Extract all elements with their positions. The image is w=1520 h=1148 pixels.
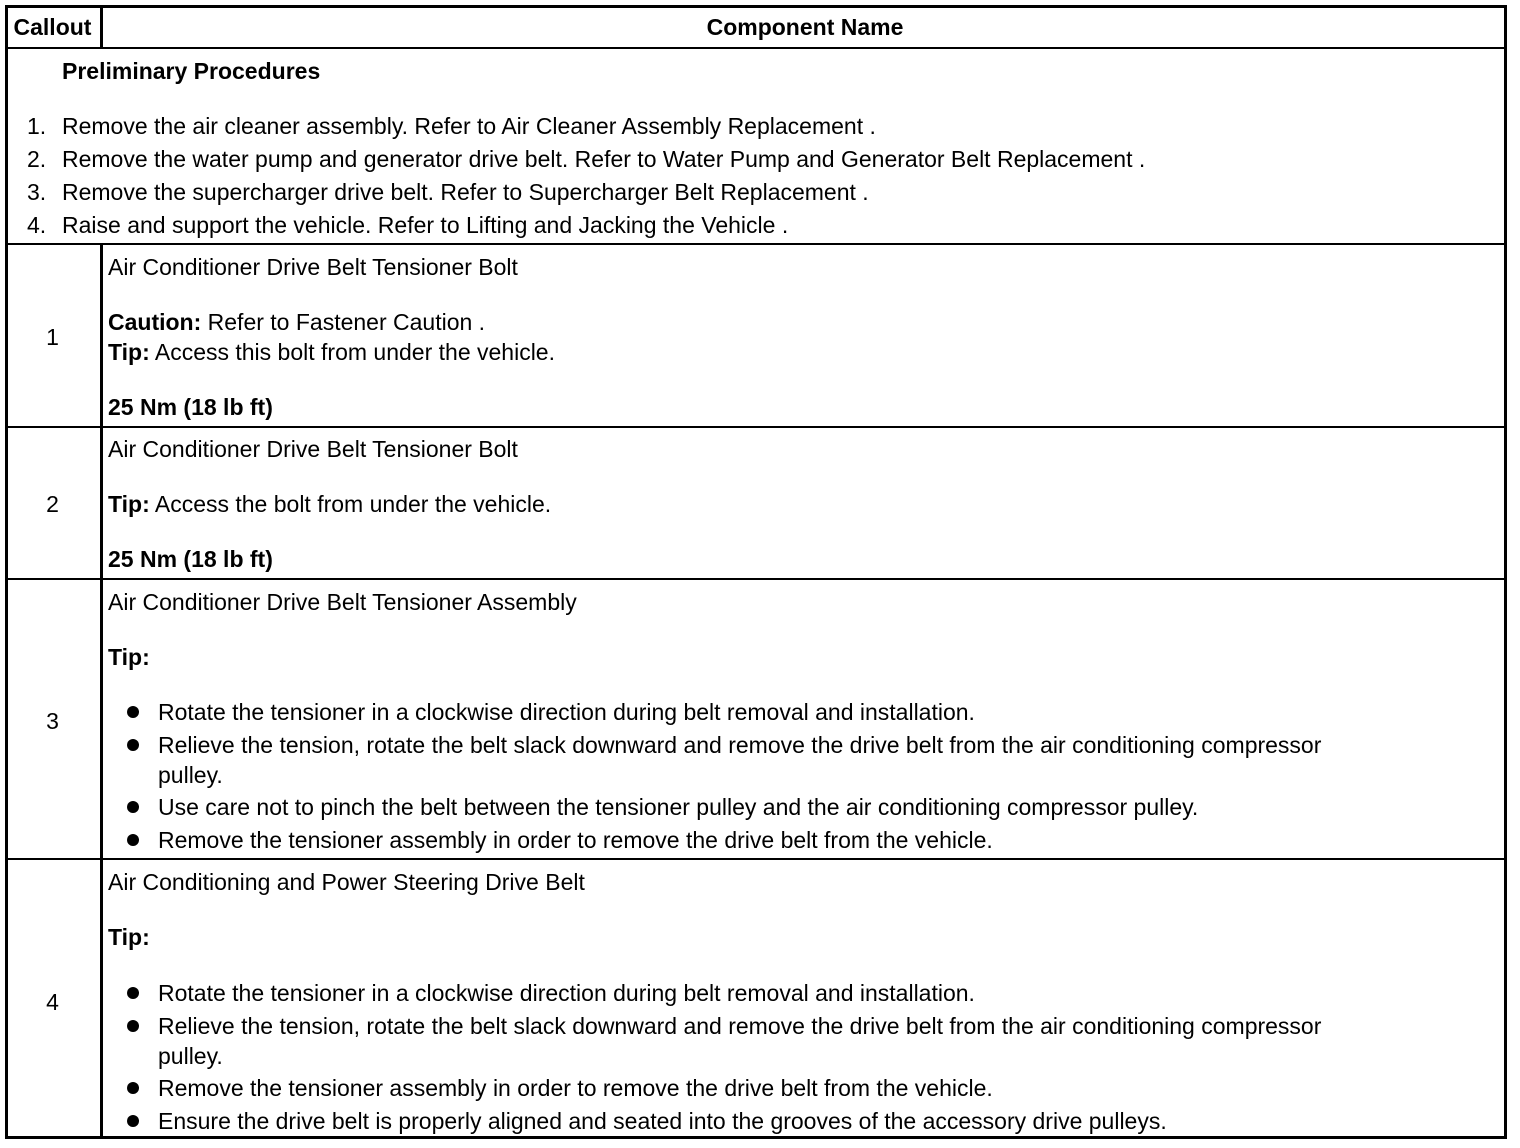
row-divider — [5, 578, 1507, 580]
step-text: Remove the air cleaner assembly. Refer to Air Cleaner Assembly Replacement . — [62, 113, 876, 139]
component-name: Air Conditioner Drive Belt Tensioner Bolt — [108, 254, 518, 280]
list-item: Relieve the tension, rotate the belt slack downward and remove the drive belt from the air conditioning compressor — [158, 1013, 1322, 1039]
bullet-icon — [127, 706, 139, 718]
list-item: Rotate the tensioner in a clockwise direction during belt removal and installation. — [158, 699, 975, 725]
tip-label: Tip: — [108, 339, 150, 365]
step-text: Remove the water pump and generator drive belt. Refer to Water Pump and Generator Belt Replacement . — [62, 146, 1146, 172]
caution-text: Refer to Fastener Caution . — [201, 309, 486, 335]
step-text: Raise and support the vehicle. Refer to Lifting and Jacking the Vehicle . — [62, 212, 789, 238]
component-name: Air Conditioner Drive Belt Tensioner Bolt — [108, 436, 518, 462]
torque-spec: 25 Nm (18 lb ft) — [108, 546, 273, 572]
header-component-name: Component Name — [706, 14, 904, 40]
bullet-icon — [127, 801, 139, 813]
callout-number: 3 — [46, 708, 59, 734]
torque-spec: 25 Nm (18 lb ft) — [108, 394, 273, 420]
bullet-icon — [127, 1082, 139, 1094]
callout-number: 4 — [46, 989, 59, 1015]
header-callout: Callout — [13, 14, 92, 40]
caution-note — [108, 309, 485, 336]
component-name: Air Conditioner Drive Belt Tensioner Assembly — [108, 589, 577, 615]
preliminary-title: Preliminary Procedures — [62, 58, 321, 84]
bullet-icon — [127, 987, 139, 999]
step-number: 1. — [27, 113, 47, 139]
component-name: Air Conditioning and Power Steering Drive Belt — [108, 869, 585, 895]
tip-note — [108, 491, 551, 518]
step-text: Remove the supercharger drive belt. Refer to Supercharger Belt Replacement . — [62, 179, 869, 205]
tip-text: Access this bolt from under the vehicle. — [149, 339, 555, 365]
column-divider — [100, 243, 103, 1139]
tip-label: Tip: — [108, 644, 150, 670]
bullet-icon — [127, 1020, 139, 1032]
row-divider — [5, 426, 1507, 428]
list-item-continuation: pulley. — [158, 762, 223, 788]
list-item: Ensure the drive belt is properly aligned and seated into the grooves of the accessory drive pulleys. — [158, 1108, 1167, 1134]
bullet-icon — [127, 739, 139, 751]
preliminary-step — [27, 146, 1145, 173]
list-item: Remove the tensioner assembly in order to remove the drive belt from the vehicle. — [158, 1075, 993, 1101]
row-divider — [5, 243, 1507, 245]
row-divider — [5, 858, 1507, 860]
preliminary-step — [27, 113, 876, 140]
step-number: 3. — [27, 179, 47, 205]
step-number: 2. — [27, 146, 47, 172]
list-item-continuation: pulley. — [158, 1043, 223, 1069]
tip-label: Tip: — [108, 924, 150, 950]
step-number: 4. — [27, 212, 47, 238]
callout-number: 2 — [46, 491, 59, 517]
tip-label: Tip: — [108, 491, 150, 517]
caution-label: Caution: — [108, 309, 202, 335]
preliminary-step — [27, 212, 788, 239]
bullet-icon — [127, 834, 139, 846]
list-item: Use care not to pinch the belt between the tensioner pulley and the air conditioning compressor pulley. — [158, 794, 1199, 820]
list-item: Relieve the tension, rotate the belt slack downward and remove the drive belt from the air conditioning compressor — [158, 732, 1322, 758]
list-item: Remove the tensioner assembly in order to remove the drive belt from the vehicle. — [158, 827, 993, 853]
list-item: Rotate the tensioner in a clockwise direction during belt removal and installation. — [158, 980, 975, 1006]
callout-number: 1 — [46, 324, 59, 350]
preliminary-step — [27, 179, 869, 206]
tip-note — [108, 339, 555, 366]
tip-text: Access the bolt from under the vehicle. — [149, 491, 552, 517]
bullet-icon — [127, 1115, 139, 1127]
